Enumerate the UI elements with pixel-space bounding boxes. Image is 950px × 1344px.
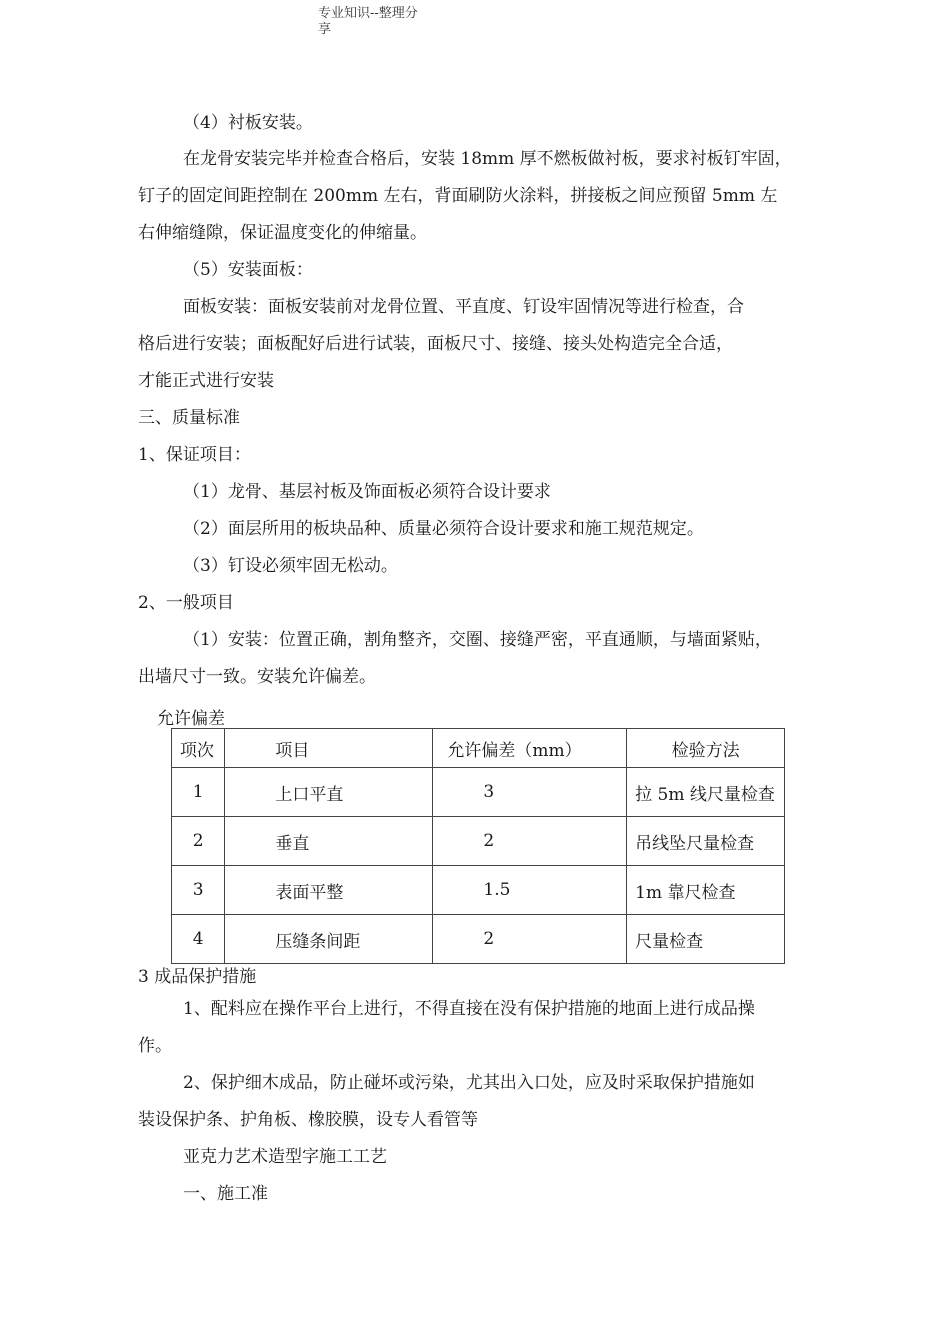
header-cell-item: 项目	[225, 729, 433, 768]
deviation-table	[171, 728, 785, 964]
table-row	[172, 817, 785, 866]
page-header	[318, 6, 448, 38]
general-item-1-line-2: 出墙尺寸一致。安装允许偏差。	[138, 667, 376, 687]
cell-no: 1	[172, 768, 225, 817]
table-caption: 允许偏差	[157, 709, 225, 729]
protection-heading: 3 成品保护措施	[138, 967, 257, 987]
step-4-heading: （4）衬板安装。	[183, 113, 313, 133]
table-header-row	[172, 729, 785, 768]
guarantee-items-heading: 1、保证项目：	[138, 445, 251, 465]
section-quality-standard: 三、质量标准	[138, 408, 240, 428]
cell-no: 2	[172, 817, 225, 866]
protection-1-line-2: 作。	[138, 1036, 172, 1056]
cell-item: 压缝条间距	[225, 915, 433, 964]
header-line-2: 享	[318, 22, 332, 37]
table-row	[172, 915, 785, 964]
step-4-text-2: 钉子的固定间距控制在 200mm 左右，背面刷防火涂料，拼接板之间应预留 5mm 左	[138, 186, 778, 206]
table-row	[172, 768, 785, 817]
general-item-1-line-1: （1）安装：位置正确，割角整齐，交圈、接缝严密，平直通顺，与墙面紧贴，	[183, 630, 772, 650]
step-5-text-2: 格后进行安装；面板配好后进行试装，面板尺寸、接缝、接头处构造完全合适，	[138, 334, 733, 354]
cell-item: 上口平直	[225, 768, 433, 817]
guarantee-item-3: （3）钉设必须牢固无松动。	[183, 556, 398, 576]
guarantee-item-1: （1）龙骨、基层衬板及饰面板必须符合设计要求	[183, 482, 551, 502]
cell-method: 吊线坠尺量检查	[627, 817, 785, 866]
cell-no: 4	[172, 915, 225, 964]
table-row	[172, 866, 785, 915]
cell-tolerance: 2	[433, 915, 627, 964]
header-cell-method: 检验方法	[627, 729, 785, 768]
step-5-text-1: 面板安装：面板安装前对龙骨位置、平直度、钉设牢固情况等进行检查，合	[183, 297, 744, 317]
cell-method: 尺量检查	[627, 915, 785, 964]
step-4-text-1: 在龙骨安装完毕并检查合格后，安装 18mm 厚不燃板做衬板，要求衬板钉牢固，	[183, 149, 792, 169]
cell-item: 垂直	[225, 817, 433, 866]
header-line-1: 专业知识--整理分	[318, 6, 418, 21]
protection-1-line-1: 1、配料应在操作平台上进行，不得直接在没有保护措施的地面上进行成品操	[183, 999, 755, 1019]
header-cell-no: 项次	[172, 729, 225, 768]
cell-tolerance: 3	[433, 768, 627, 817]
cell-no: 3	[172, 866, 225, 915]
cell-method: 1m 靠尺检查	[627, 866, 785, 915]
cell-item: 表面平整	[225, 866, 433, 915]
construction-prep-heading: 一、施工准	[183, 1184, 268, 1204]
general-items-heading: 2、一般项目	[138, 593, 234, 613]
acrylic-craft-title: 亚克力艺术造型字施工工艺	[183, 1147, 387, 1167]
protection-2-line-2: 装设保护条、护角板、橡胶膜，设专人看管等	[138, 1110, 478, 1130]
protection-2-line-1: 2、保护细木成品，防止碰坏或污染，尤其出入口处，应及时采取保护措施如	[183, 1073, 755, 1093]
step-4-text-3: 右伸缩缝隙，保证温度变化的伸缩量。	[138, 223, 427, 243]
step-5-text-3: 才能正式进行安装	[138, 371, 274, 391]
step-5-heading: （5）安装面板：	[183, 260, 313, 280]
guarantee-item-2: （2）面层所用的板块品种、质量必须符合设计要求和施工规范规定。	[183, 519, 704, 539]
cell-tolerance: 1.5	[433, 866, 627, 915]
header-cell-tolerance: 允许偏差（mm）	[433, 729, 627, 768]
cell-tolerance: 2	[433, 817, 627, 866]
cell-method: 拉 5m 线尺量检查	[627, 768, 785, 817]
